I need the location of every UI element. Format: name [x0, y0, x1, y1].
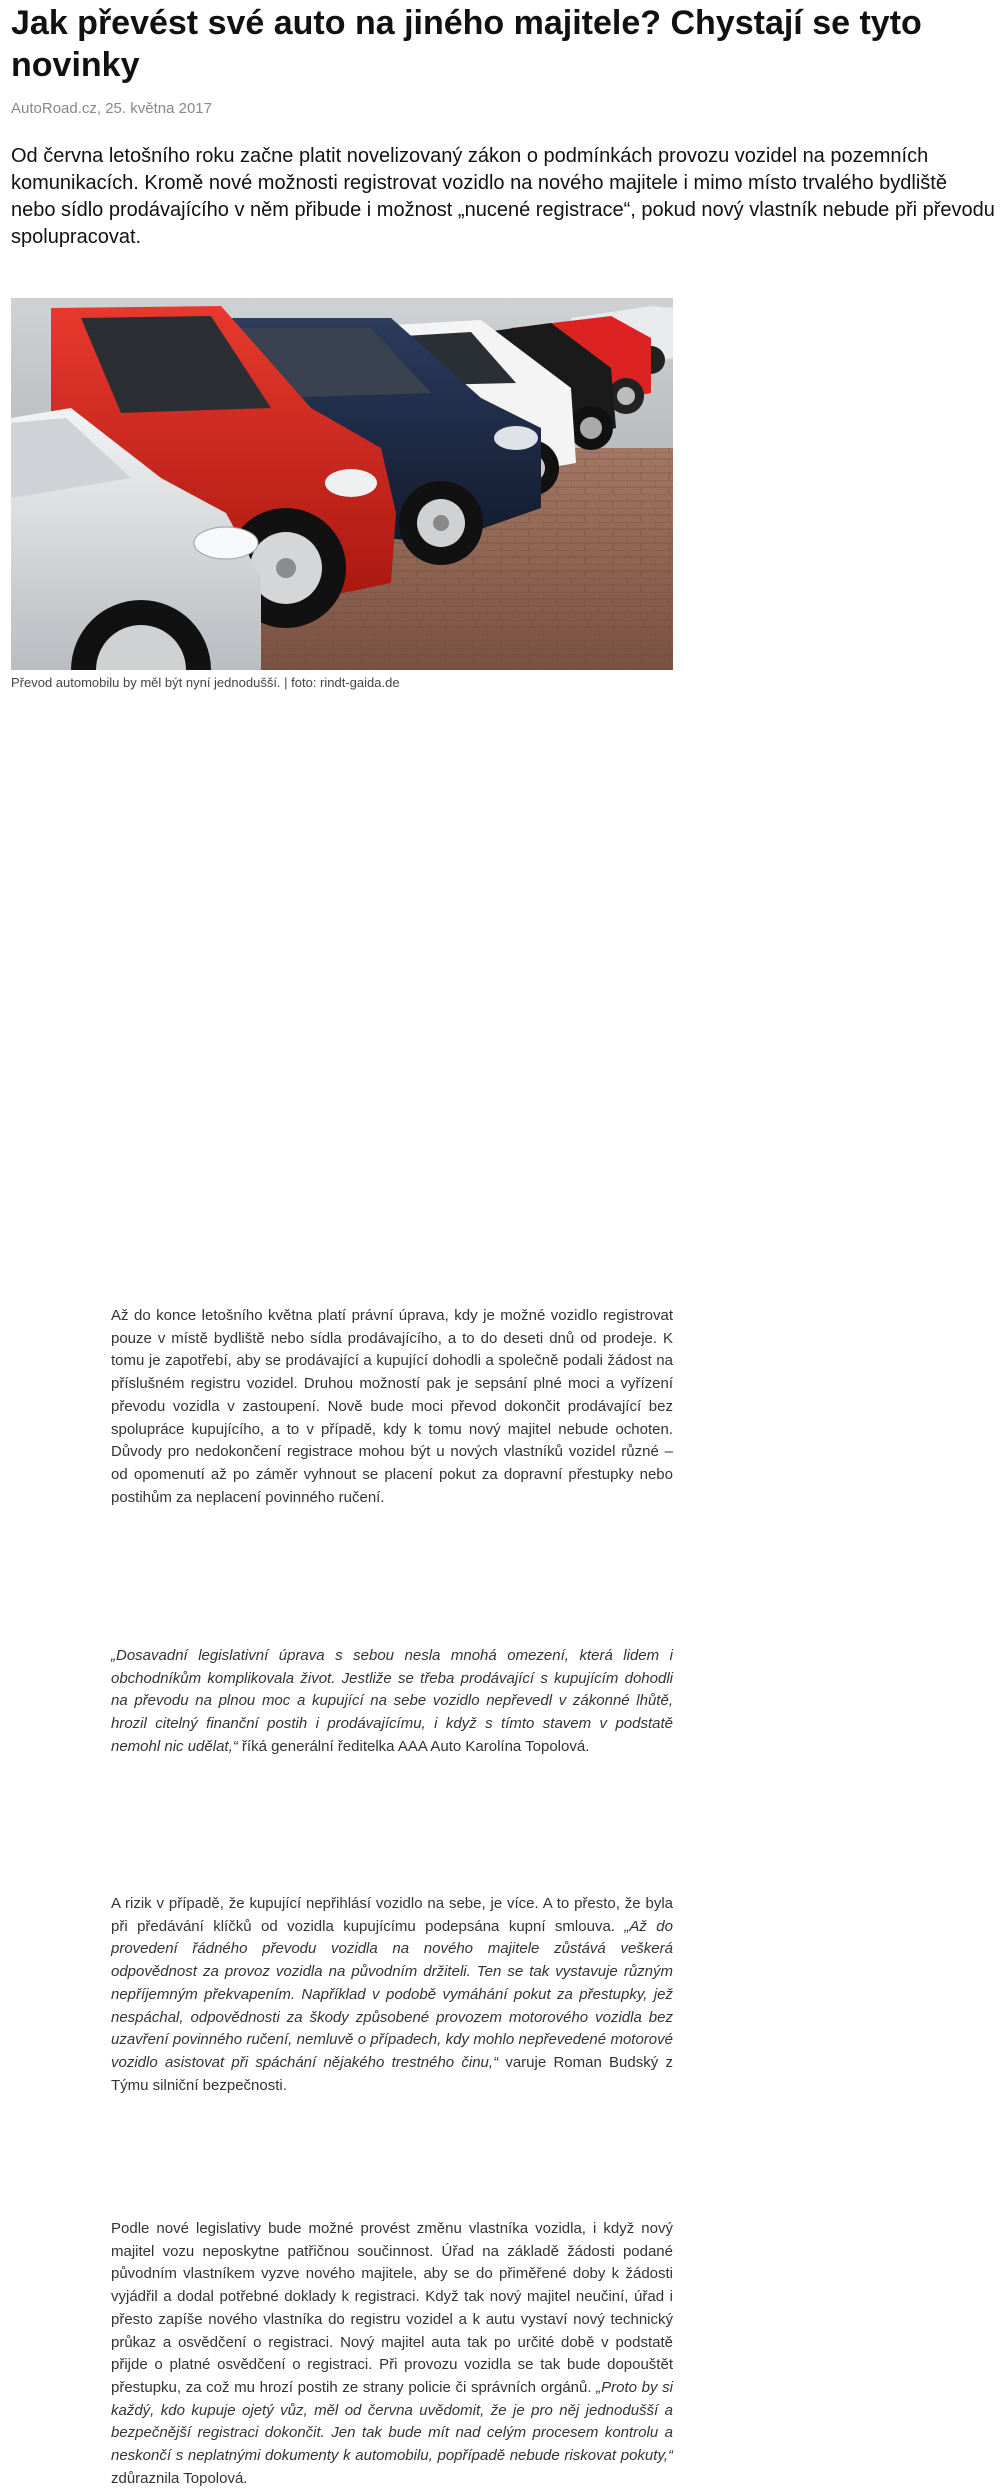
body-paragraph-2	[111, 1645, 673, 1759]
body-paragraph-3	[111, 1893, 673, 2097]
quote-attribution: varuje Roman Budský z Týmu silniční bezpečnosti.	[111, 2053, 673, 2094]
quote-budsky: „Až do provedení řádného převodu vozidla na nového majitele zůstává veškerá odpovědnost za provoz vozidla na původním držiteli. Ten se tak vystavuje různým nepříjemným překvapením. Například v podobě vymáhání pokut za přestupky, jež nespáchal, odpovědnosti za škody způsobené provozem motorového vozidla bez uzavření povinného ručení, nemluvě o případech, kdy mohlo nepřevedené motorové vozidlo asistovat při spáchání nějakého trestného činu,“	[111, 1917, 673, 2071]
quote-attribution: zdůraznila Topolová.	[111, 2469, 248, 2487]
quote-topolova: „Dosavadní legislativní úprava s sebou nesla mnohá omezení, která lidem i obchodníkům komplikovala život. Jestliže se třeba prodávající s kupujícím dohodli na převodu na plnou moc a kupující na sebe vozidlo nepřevedl v zákonné lhůtě, hrozil citelný finanční postih i prodávajícímu, i když s tímto stavem v podstatě nemohl nic udělat,“	[111, 1647, 673, 1755]
article-photo	[11, 298, 673, 670]
article-title: Jak převést své auto na jiného majitele? Chystají se tyto novinky	[11, 4, 922, 84]
quote-attribution: říká generální ředitelka AAA Auto Karolína Topolová.	[237, 1737, 590, 1755]
article-lead: Od června letošního roku začne platit novelizovaný zákon o podmínkách provozu vozidel na pozemních komunikacích. Kromě nové možnosti registrovat vozidlo na nového majitele i mimo místo trvalého bydliště nebo sídlo prodávajícího v něm přibude i možnost „nucené registrace“, pokud nový vlastník nebude při převodu spolupracovat.	[11, 145, 995, 248]
image-caption: Převod automobilu by měl být nyní jednodušší. | foto: rindt-gaida.de	[11, 675, 400, 690]
body-paragraph-4	[111, 2218, 673, 2490]
body-paragraph-1: Až do konce letošního května platí právní úprava, kdy je možné vozidlo registrovat pouze v místě bydliště nebo sídla prodávajícího, a to do deseti dnů od prodeje. K tomu je zapotřebí, aby se prodávající a kupující dohodli a společně podali žádost na příslušném registru vozidel. Druhou možností pak je sepsání plné moci a vyřízení převodu vozidla v zastoupení. Nově bude moci převod dokončit prodávající bez spolupráce kupujícího, a to v případě, kdy k tomu nový majitel nebude ochoten. Důvody pro nedokončení registrace mohou být u nových vlastníků vozidel různé – od opomenutí až po záměr vyhnout se placení pokut za dopravní přestupky nebo postihům za neplacení povinného ručení.	[111, 1307, 673, 1506]
parked-cars-illustration	[11, 298, 673, 670]
article-meta: AutoRoad.cz, 25. května 2017	[11, 100, 212, 117]
paragraph-intro: A rizik v případě, že kupující nepřihlásí vozidlo na sebe, je více. A to přesto, že byla při předávání klíčků od vozidla kupujícímu podepsána kupní smlouva.	[111, 1895, 673, 1935]
paragraph-intro: Podle nové legislativy bude možné provést změnu vlastníka vozidla, i když nový majitel vozu neposkytne patřičnou součinnost. Úřad na základě žádosti podané původním vlastníkem vyzve nového majitele, aby se do přiměřené doby k žádosti vyjádřil a dodal potřebné doklady k registraci. Když tak nový majitel neučiní, úřad i přesto zapíše nového vlastníka do registru vozidel a k autu vystaví nový technický průkaz a osvědčení o registraci. Nový majitel auta tak po určité době v podstatě přijde o platné osvědčení o registraci. Při provozu vozidla se tak bude dopouštět přestupku, za což mu hrozí postih ze strany policie či správních orgánů.	[111, 2220, 673, 2396]
quote-topolova-2: „Proto by si každý, kdo kupuje ojetý vůz, měl od června uvědomit, že je pro něj jednodušší a bezpečnější registraci dokončit. Jen tak bude mít nad celým procesem kontrolu a neskončí s neplatnými dokumenty k automobilu, popřípadě nebude riskovat pokuty,“	[111, 2378, 673, 2465]
